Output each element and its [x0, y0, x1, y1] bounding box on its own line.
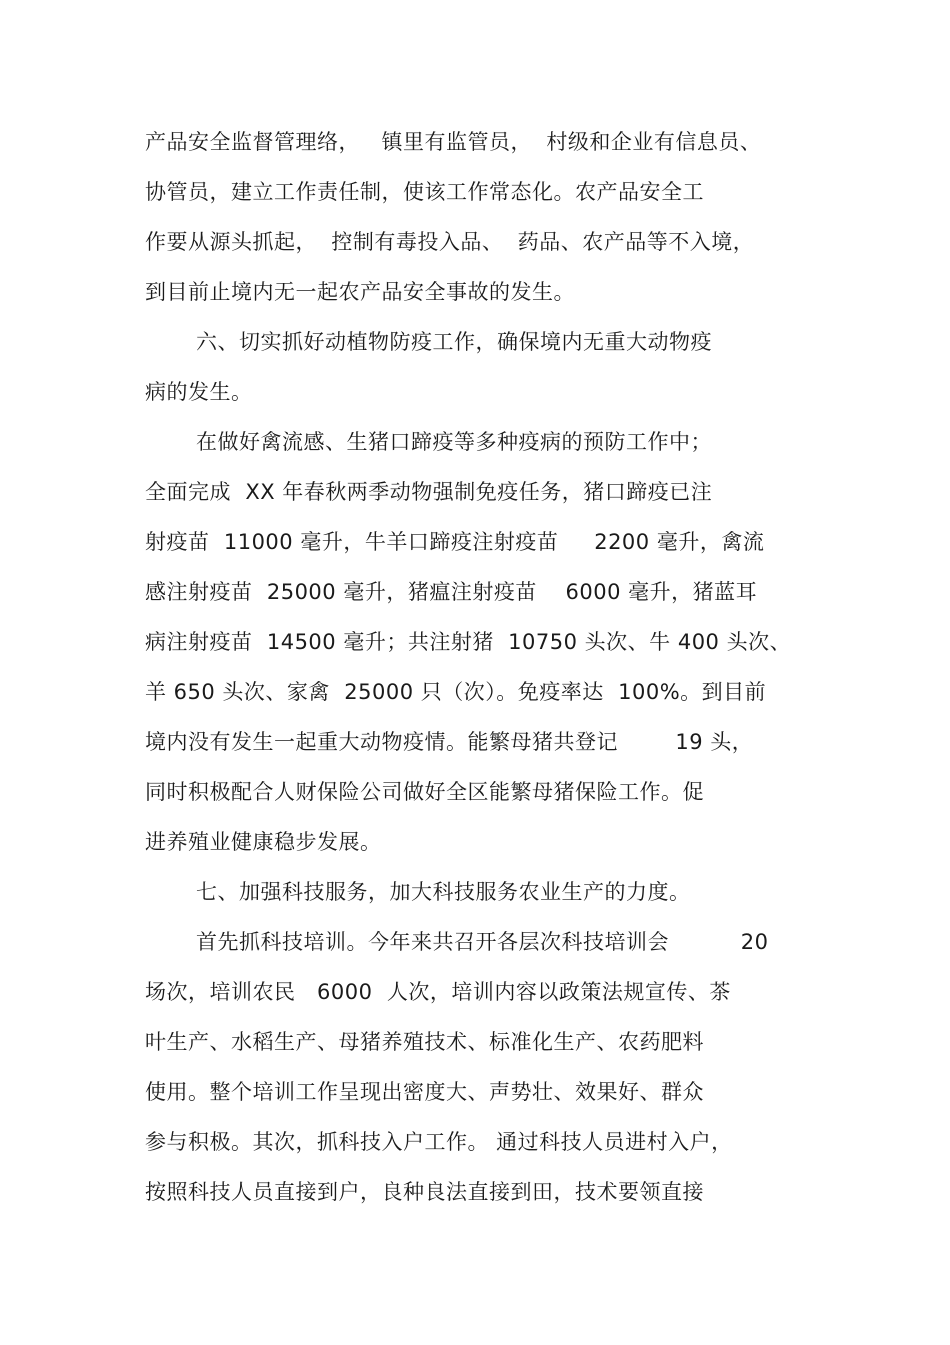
text-line: 同时积极配合人财保险公司做好全区能繁母猪保险工作。促	[145, 780, 704, 804]
text-line: 到目前止境内无一起农产品安全事故的发生。	[145, 280, 575, 304]
text-line: 境内没有发生一起重大动物疫情。能繁母猪共登记 19 头，	[145, 730, 754, 754]
text-line: 参与积极。其次，抓科技入户工作。 通过科技人员进村入户，	[145, 1130, 733, 1154]
text-line: 病注射疫苗 14500 毫升；共注射猪 10750 头次、牛 400 头次、	[145, 630, 792, 654]
text-line: 感注射疫苗 25000 毫升，猪瘟注射疫苗 6000 毫升，猪蓝耳	[145, 580, 758, 604]
text-line: 全面完成 XX 年春秋两季动物强制免疫任务，猪口蹄疫已注	[145, 480, 713, 504]
text-line: 按照科技人员直接到户，良种良法直接到田，技术要领直接	[145, 1180, 704, 1204]
section-heading: 七、加强科技服务，加大科技服务农业生产的力度。	[196, 880, 691, 904]
paragraph-start: 首先抓科技培训。今年来共召开各层次科技培训会 20	[196, 930, 769, 954]
text-line: 使用。整个培训工作呈现出密度大、声势壮、效果好、群众	[145, 1080, 704, 1104]
text-line: 协管员，建立工作责任制，使该工作常态化。农产品安全工	[145, 180, 704, 204]
section-heading: 六、切实抓好动植物防疫工作，确保境内无重大动物疫	[196, 330, 712, 354]
text-line: 病的发生。	[145, 380, 253, 404]
text-line: 场次，培训农民 6000 人次，培训内容以政策法规宣传、茶	[145, 980, 731, 1004]
text-line: 进养殖业健康稳步发展。	[145, 830, 382, 854]
text-line: 射疫苗 11000 毫升，牛羊口蹄疫注射疫苗 2200 毫升，禽流	[145, 530, 765, 554]
text-line: 羊 650 头次、家禽 25000 只（次）。免疫率达 100%。到目前	[145, 680, 767, 704]
text-line: 产品安全监督管理络， 镇里有监管员， 村级和企业有信息员、	[145, 130, 762, 154]
text-line: 作要从源头抓起， 控制有毒投入品、 药品、农产品等不入境，	[145, 230, 755, 254]
text-line: 叶生产、水稻生产、母猪养殖技术、标准化生产、农药肥料	[145, 1030, 704, 1054]
paragraph-start: 在做好禽流感、生猪口蹄疫等多种疫病的预防工作中；	[196, 430, 712, 454]
